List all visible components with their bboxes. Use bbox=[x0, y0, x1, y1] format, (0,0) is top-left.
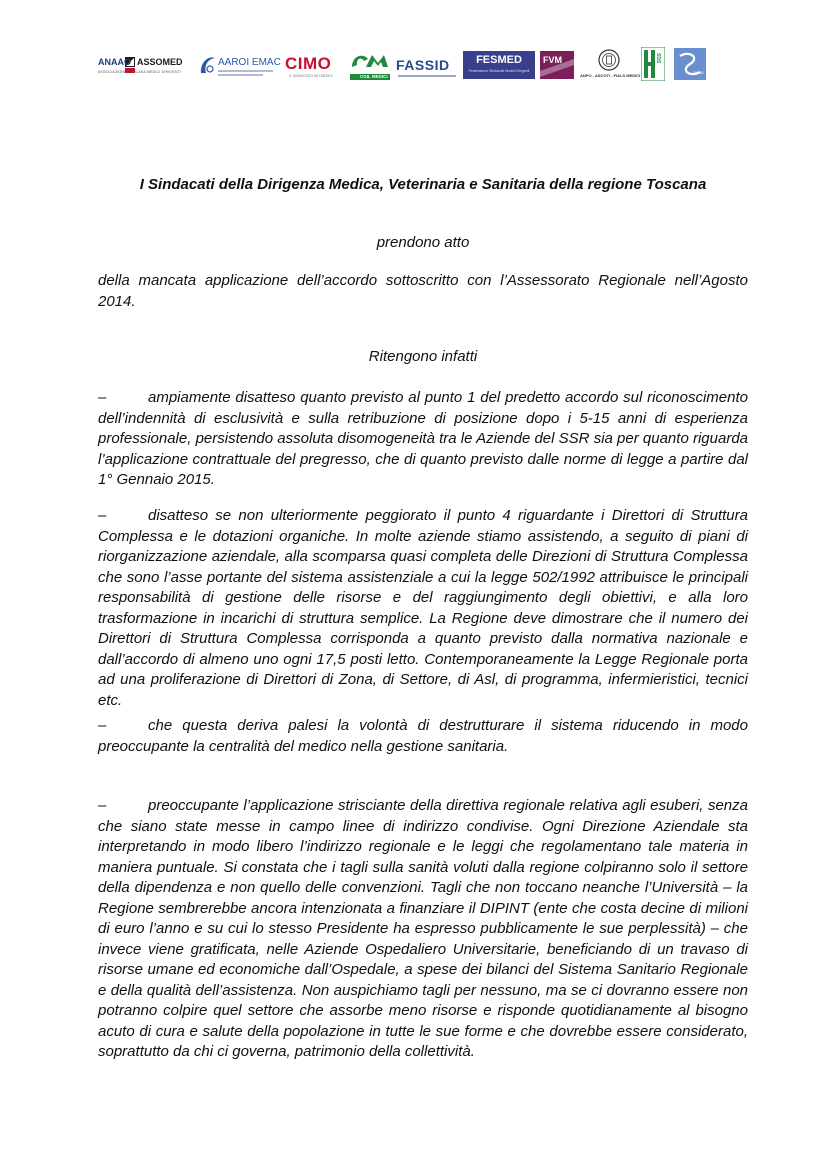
anpo-seal-icon bbox=[598, 49, 620, 71]
union-logos-strip bbox=[98, 45, 706, 85]
item-text: che questa deriva palesi la volontà di destrutturare il sistema riducendo in modo preoccupante la centralità del medico nella gestione sanitaria. bbox=[98, 717, 748, 755]
fesmed-logo bbox=[463, 45, 535, 85]
cgil-mark-icon bbox=[350, 49, 390, 73]
fvm-logo bbox=[540, 45, 576, 85]
aaroi-swirl-icon bbox=[198, 53, 218, 77]
snabi-logo bbox=[674, 45, 706, 85]
bullet-dash: – bbox=[98, 717, 107, 734]
fesmed-subtitle: Federazione Sindacale Medici Dirigenti bbox=[468, 69, 530, 73]
item-esuberi bbox=[98, 796, 748, 1063]
ritengono-infatti-heading: Ritengono infatti bbox=[368, 348, 478, 365]
item-text: preoccupante l’applicazione strisciante della direttiva regionale relativa agli esuberi, senza che siano state messe in campo linee di indirizzo condivise. Ogni Direzione Aziendale sta interpretando in modo libero l’indirizzo regionale e le leggi che regolamentano tale materia in maniera puntuale. Si constata che i tagli sulla sanità voluti dalla regione colpiranno solo il settore della dipendenza e non quello delle convenzioni. Tagli che non toccano neanche l’Università – la Regione sembrerebbe ancora intenzionata a finanziare il DIPINT (ente che costa decine di milioni di euro l’anno e su cui lo stesso Presidente ha espresso pubblicamente le sue perplessità) – che invece viene gratificata, nelle Aziende Ospedaliero Universitarie, beneficiando di un travaso di risorse umane ed economiche dall’Ospedale, a spese dei bilanci del Sistema Sanitario Regionale e della qualità dell’assistenza. Non auspichiamo tagli per nessuno, ma se ci dovranno essere non potranno colpire quel settore che assorbe meno risorse e risponde quotidianamente al bisogno acuto di cura e salute della popolazione in tutte le sue forme e che dovrebbe essere considerato, soprattutto da chi ci governa, patrimonio della collettività. bbox=[98, 797, 748, 1060]
aaroi-text: AAROI EMAC bbox=[218, 57, 281, 68]
cimo-text: CIMO bbox=[285, 54, 332, 73]
cgil-medici-logo bbox=[350, 45, 392, 85]
item-deriva bbox=[98, 716, 748, 757]
item-esclusivita bbox=[98, 388, 748, 491]
bullet-dash: – bbox=[98, 389, 107, 406]
fesmed-text: FESMED bbox=[476, 54, 522, 66]
assomed-text: ASSOMED bbox=[137, 57, 183, 67]
fvm-text: FVM bbox=[543, 55, 562, 65]
fassid-logo bbox=[396, 45, 458, 85]
snabi-mark-icon bbox=[674, 48, 706, 80]
anpo-subtitle: ANPO - ASCOTI - FIALS MEDICI bbox=[580, 73, 641, 78]
cimo-subtitle: IL SINDACATO DEI MEDICI bbox=[289, 74, 333, 78]
anaao-text: ANAAO bbox=[98, 57, 131, 67]
prendono-atto-heading: prendono atto bbox=[376, 234, 470, 251]
cimo-logo bbox=[285, 45, 347, 85]
mancata-applicazione-paragraph: della mancata applicazione dell’accordo sottoscritto con l’Assessorato Regionale nell’Agosto 2014. bbox=[98, 272, 748, 310]
document-title: I Sindacati della Dirigenza Medica, Veterinaria e Sanitaria della regione Toscana bbox=[139, 176, 707, 193]
item-text: ampiamente disatteso quanto previsto al punto 1 del predetto accordo sul riconoscimento dell’indennità di esclusività e sulla retribuzione di posizione dopo i 5-15 anni di esperienza professionale, persistendo assoluta disomogeneità tra le Aziende del SSR sia per quanto riguarda l’applicazione contrattuale del pregresso, che di quanto previsto dalle norme di legge a partire dal 1° Gennaio 2015. bbox=[98, 389, 748, 488]
item-text: disatteso se non ulteriormente peggiorato il punto 4 riguardante i Direttori di Struttura Complessa e le dotazioni organiche. In molte aziende stiamo assistendo, a seguito di piani di riorganizzazione aziendale, alla scomparsa quasi completa delle Direzioni di Struttura Complessa che sono l’asse portante del sistema assistenziale a cui la legge 502/1992 attribuisce le principali responsabilità di gestione delle risorse e del raggiungimento degli obiettivi, e alla loro trasformazione in incarichi di struttura semplice. La Regione deve dimostrare che il numero dei Direttori di Struttura Complessa corrisponda a quanto previsto dalla normativa nazionale e dall’accordo di almeno uno ogni 17,5 posti letto. Contemporaneamente la Legge Regionale porta ad una proliferazione di Direttori di Zona, di Settore, di Asl, di programma, infermieristici, tecnici etc. bbox=[98, 507, 748, 709]
anaao-subtitle: ASSOCIAZIONE TOSCANA MEDICI DIRIGENTI bbox=[98, 70, 182, 74]
aaroi-emac-logo bbox=[198, 45, 281, 85]
cgil-subtitle: CGIL MEDICI bbox=[360, 74, 388, 79]
snabi-text: SNABI bbox=[693, 71, 704, 75]
sds-logo bbox=[641, 45, 667, 85]
item-struttura-complessa bbox=[98, 506, 748, 711]
fassid-text: FASSID bbox=[396, 57, 450, 73]
bullet-dash: – bbox=[98, 507, 107, 524]
anaao-assomed-logo bbox=[98, 45, 196, 85]
anpo-ascoti-fials-logo bbox=[580, 45, 640, 85]
sds-text: SDS bbox=[655, 53, 661, 64]
bullet-dash: – bbox=[98, 797, 107, 814]
sds-mark-icon bbox=[641, 47, 665, 81]
